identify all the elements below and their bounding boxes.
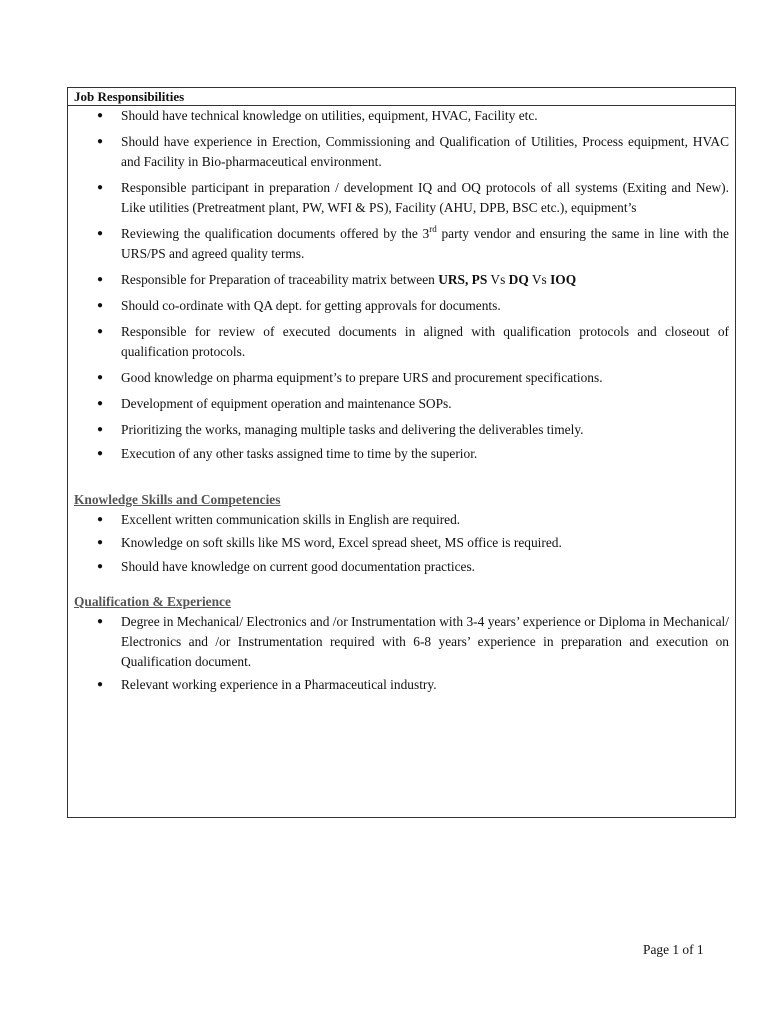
list-item: ● Development of equipment operation and maintenance SOPs.: [68, 394, 735, 414]
list-item: ● Responsible for review of executed documents in aligned with qualification protocols and closeout of qualification protocols.: [97, 324, 729, 359]
list-item: ● Responsible participant in preparation / development IQ and OQ protocols of all systems (Exiting and New). Like utilities (Pretreatment plant, PW, WFI & PS), Facility (AHU, DPB, BSC etc.), equipment’s: [97, 180, 729, 215]
page-number: Page 1 of 1: [643, 942, 704, 957]
bullet-icon: ●: [97, 448, 104, 459]
knowledge-list: [68, 510, 735, 577]
bullet-icon: ●: [97, 616, 104, 627]
bullet-icon: ●: [97, 398, 104, 409]
list-item: ● Reviewing the qualification documents offered by the 3rd party vendor and ensuring the same in line with the URS/PS and agreed quality terms.: [97, 224, 729, 261]
bullet-icon: ●: [97, 274, 104, 285]
list-item: ● Knowledge on soft skills like MS word, Excel spread sheet, MS office is required.: [68, 533, 735, 553]
bullet-icon: ●: [97, 372, 104, 383]
bullet-icon: ●: [97, 300, 104, 311]
bullet-icon: ●: [97, 228, 104, 239]
qualification-list: [68, 612, 735, 695]
section-heading-qualification: Qualification & Experience: [74, 594, 231, 609]
responsibilities-list: [68, 106, 735, 464]
list-item: ● Execution of any other tasks assigned time to time by the superior.: [68, 444, 735, 464]
list-item: ● Responsible for Preparation of traceability matrix between URS, PS Vs DQ Vs IOQ: [68, 270, 735, 290]
bullet-icon: ●: [97, 679, 104, 690]
bullet-icon: ●: [97, 424, 104, 435]
list-item: ● Should have knowledge on current good documentation practices.: [68, 557, 735, 577]
bullet-icon: ●: [97, 514, 104, 525]
section-heading-job-responsibilities: Job Responsibilities: [68, 88, 735, 106]
job-description-frame: [67, 87, 736, 818]
bullet-icon: ●: [97, 182, 104, 193]
bullet-icon: ●: [97, 136, 104, 147]
bullet-icon: ●: [97, 561, 104, 572]
list-item: ● Prioritizing the works, managing multiple tasks and delivering the deliverables timely.: [68, 420, 735, 440]
list-item: ● Should have experience in Erection, Commissioning and Qualification of Utilities, Process equipment, HVAC and Facility in Bio-pharmaceutical environment.: [97, 134, 729, 169]
list-item: ● Relevant working experience in a Pharmaceutical industry.: [68, 675, 735, 695]
section-heading-knowledge-skills: Knowledge Skills and Competencies: [74, 492, 281, 507]
list-item: ● Excellent written communication skills in English are required.: [68, 510, 735, 530]
list-item: ● Good knowledge on pharma equipment’s to prepare URS and procurement specifications.: [68, 368, 735, 388]
bullet-icon: ●: [97, 537, 104, 548]
bullet-icon: ●: [97, 110, 104, 121]
list-item: ● Degree in Mechanical/ Electronics and /or Instrumentation with 3-4 years’ experience or Diploma in Mechanical/ Electronics and /or Instrumentation required with 6-8 years’ experience in preparation and execution on Qualification document.: [97, 614, 729, 669]
list-item: ● Should co-ordinate with QA dept. for getting approvals for documents.: [68, 296, 735, 316]
bullet-icon: ●: [97, 326, 104, 337]
list-item: ● Should have technical knowledge on utilities, equipment, HVAC, Facility etc.: [68, 106, 735, 126]
